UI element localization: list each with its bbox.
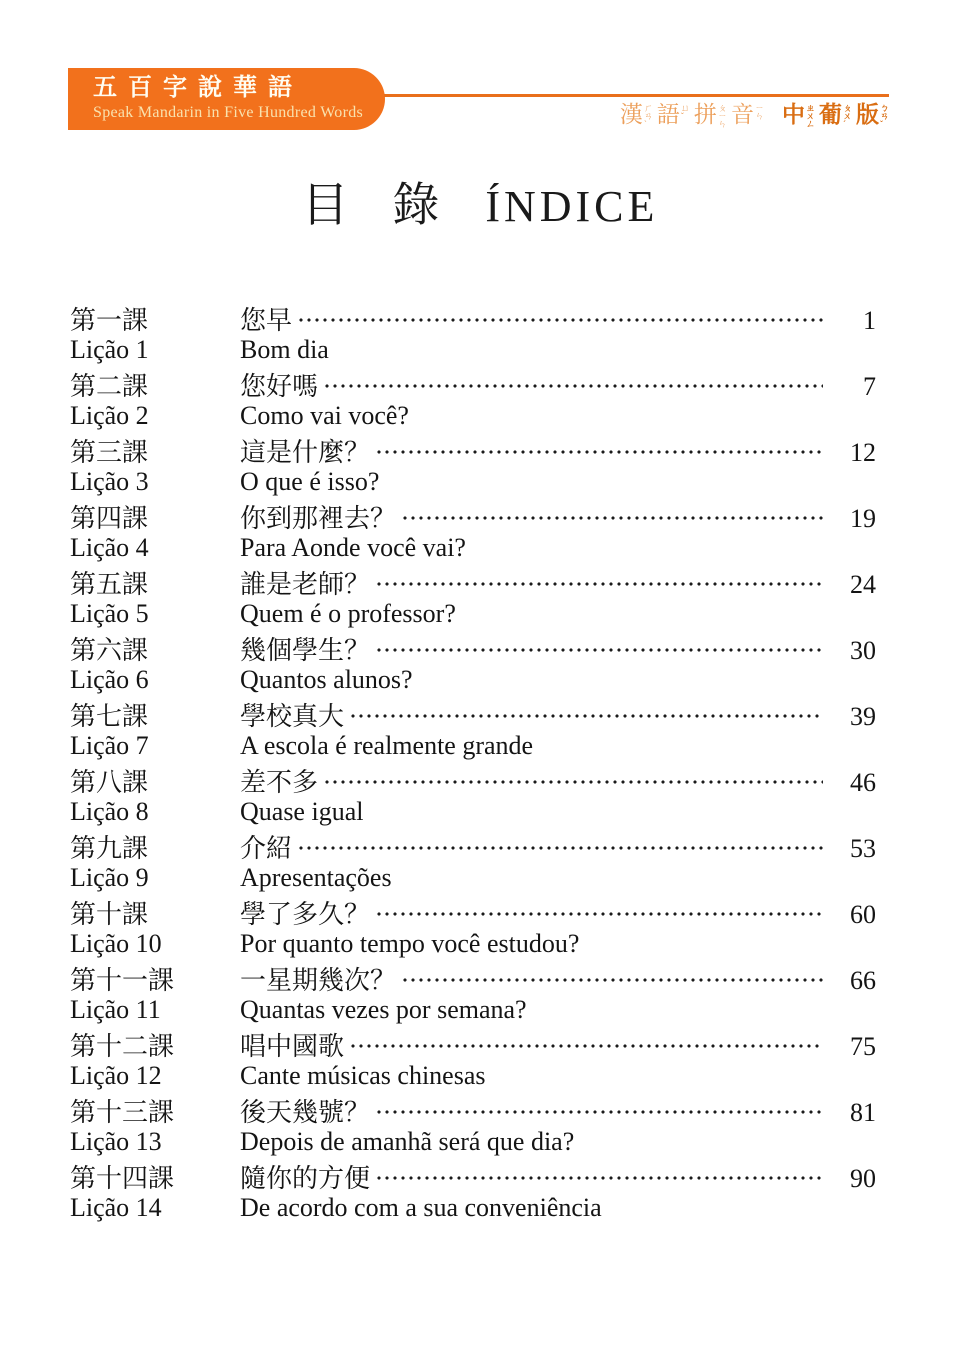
lesson-title-portuguese: Quem é o professor? xyxy=(240,599,456,628)
header-banner xyxy=(68,68,385,130)
lesson-title-chinese: 學校真大 xyxy=(240,702,345,731)
page-number: 7 xyxy=(863,372,876,401)
page-number: 90 xyxy=(850,1164,876,1193)
toc-entry xyxy=(70,306,876,364)
toc-entry xyxy=(70,900,876,958)
toc-entry-row-portuguese xyxy=(70,533,876,562)
book-title-english: Speak Mandarin in Five Hundred Words xyxy=(93,104,364,121)
page-title-chinese: 目 錄 xyxy=(301,180,456,232)
edition-character: 拼 ㄆ ㄧ ㄣ xyxy=(693,102,727,129)
toc-entry xyxy=(70,636,876,694)
dot-leader xyxy=(349,702,823,731)
toc-entry-row-chinese xyxy=(70,504,876,533)
toc-entry xyxy=(70,768,876,826)
dot-leader xyxy=(375,438,823,467)
toc-entry xyxy=(70,438,876,496)
dot-leader xyxy=(375,570,823,599)
lesson-title-portuguese: Para Aonde você vai? xyxy=(240,533,466,562)
page-number: 60 xyxy=(850,900,876,929)
toc-entry-row-chinese xyxy=(70,372,876,401)
toc-entry-row-chinese xyxy=(70,438,876,467)
toc-entry-row-portuguese xyxy=(70,731,876,760)
edition-character: 版 ㄅ ㄢ ˇ xyxy=(855,102,889,129)
lesson-number-chinese: 第十課 xyxy=(70,900,149,929)
lesson-number-portuguese: Lição 8 xyxy=(70,797,149,826)
toc-entry-row-chinese xyxy=(70,1032,876,1061)
edition-text xyxy=(620,101,889,128)
dot-leader xyxy=(375,636,823,665)
toc-entry-row-portuguese xyxy=(70,467,876,496)
page-number: 1 xyxy=(863,306,876,335)
toc-entry-row-portuguese xyxy=(70,1061,876,1090)
lesson-number-portuguese: Lição 14 xyxy=(70,1193,162,1222)
lesson-number-chinese: 第十三課 xyxy=(70,1098,175,1127)
lesson-number-portuguese: Lição 11 xyxy=(70,995,161,1024)
edition-character: 音 ㄧ ㄣ xyxy=(730,102,764,127)
lesson-title-chinese: 一星期幾次？ xyxy=(240,966,397,995)
edition-character: 語 ㄩ ˇ xyxy=(656,102,690,127)
toc-entry-row-chinese xyxy=(70,768,876,797)
toc-entry-row-chinese xyxy=(70,636,876,665)
lesson-title-chinese: 幾個學生？ xyxy=(240,636,371,665)
lesson-title-portuguese: Por quanto tempo você estudou? xyxy=(240,929,580,958)
lesson-title-chinese: 唱中國歌 xyxy=(240,1032,345,1061)
toc-entry-row-portuguese xyxy=(70,863,876,892)
toc-entry-row-chinese xyxy=(70,900,876,929)
dot-leader xyxy=(375,1098,823,1127)
lesson-number-chinese: 第十二課 xyxy=(70,1032,175,1061)
toc-entry-row-portuguese xyxy=(70,401,876,430)
book-title-chinese: 五百字說華語 xyxy=(93,75,303,101)
page-title-portuguese: ÍNDICE xyxy=(485,182,659,231)
page-number: 66 xyxy=(850,966,876,995)
page-number: 75 xyxy=(850,1032,876,1061)
lesson-number-chinese: 第四課 xyxy=(70,504,149,533)
lesson-number-portuguese: Lição 7 xyxy=(70,731,149,760)
toc-entry-row-chinese xyxy=(70,570,876,599)
toc-entry xyxy=(70,834,876,892)
lesson-title-chinese: 隨你的方便 xyxy=(240,1164,371,1193)
lesson-title-chinese: 學了多久？ xyxy=(240,900,371,929)
toc-entry-row-portuguese xyxy=(70,335,876,364)
edition-character: 中 ㄓ ㄨ ㄥ xyxy=(781,102,815,129)
dot-leader xyxy=(401,504,823,533)
lesson-number-portuguese: Lição 13 xyxy=(70,1127,162,1156)
lesson-number-chinese: 第一課 xyxy=(70,306,149,335)
lesson-title-portuguese: Quantas vezes por semana? xyxy=(240,995,527,1024)
toc-entry-row-portuguese xyxy=(70,599,876,628)
toc-entry xyxy=(70,1032,876,1090)
lesson-number-chinese: 第二課 xyxy=(70,372,149,401)
lesson-number-chinese: 第六課 xyxy=(70,636,149,665)
toc-entry-row-portuguese xyxy=(70,1193,876,1222)
dot-leader xyxy=(401,966,823,995)
edition-hanyupinyin xyxy=(620,101,764,128)
lesson-number-chinese: 第三課 xyxy=(70,438,149,467)
page-number: 39 xyxy=(850,702,876,731)
edition-zhongpuban xyxy=(782,101,889,128)
dot-leader xyxy=(297,306,823,335)
lesson-title-portuguese: Apresentações xyxy=(240,863,392,892)
lesson-number-chinese: 第五課 xyxy=(70,570,149,599)
lesson-number-chinese: 第九課 xyxy=(70,834,149,863)
lesson-title-chinese: 介紹 xyxy=(240,834,293,863)
lesson-title-chinese: 您早 xyxy=(240,306,293,335)
lesson-number-portuguese: Lição 10 xyxy=(70,929,162,958)
dot-leader xyxy=(323,768,823,797)
toc-entry-row-chinese xyxy=(70,834,876,863)
lesson-number-portuguese: Lição 6 xyxy=(70,665,149,694)
lesson-title-portuguese: Cante músicas chinesas xyxy=(240,1061,486,1090)
dot-leader xyxy=(323,372,823,401)
lesson-number-chinese: 第十一課 xyxy=(70,966,175,995)
lesson-number-portuguese: Lição 9 xyxy=(70,863,149,892)
edition-character: 葡 ㄆ ㄨ ˊ xyxy=(818,102,852,129)
toc-entry-row-portuguese xyxy=(70,797,876,826)
toc-entry-row-chinese xyxy=(70,306,876,335)
lesson-number-portuguese: Lição 1 xyxy=(70,335,149,364)
lesson-number-chinese: 第八課 xyxy=(70,768,149,797)
lesson-title-chinese: 後天幾號？ xyxy=(240,1098,371,1127)
lesson-title-chinese: 差不多 xyxy=(240,768,319,797)
lesson-title-portuguese: A escola é realmente grande xyxy=(240,731,534,760)
dot-leader xyxy=(375,900,823,929)
page-title xyxy=(0,168,960,235)
dot-leader xyxy=(375,1164,823,1193)
page-number: 46 xyxy=(850,768,876,797)
lesson-number-portuguese: Lição 3 xyxy=(70,467,149,496)
page-number: 19 xyxy=(850,504,876,533)
toc-entry xyxy=(70,1164,876,1222)
lesson-title-portuguese: Como vai você? xyxy=(240,401,409,430)
toc-entry-row-portuguese xyxy=(70,995,876,1024)
toc-list xyxy=(70,306,876,1230)
lesson-title-portuguese: De acordo com a sua conveniência xyxy=(240,1193,602,1222)
toc-entry-row-portuguese xyxy=(70,1127,876,1156)
toc-entry xyxy=(70,570,876,628)
toc-entry xyxy=(70,504,876,562)
header-rule xyxy=(384,94,889,97)
lesson-number-portuguese: Lição 5 xyxy=(70,599,149,628)
edition-character: 漢 ㄏ ㄢ ˋ xyxy=(619,102,653,129)
page-number: 53 xyxy=(850,834,876,863)
page-number: 12 xyxy=(850,438,876,467)
toc-entry-row-chinese xyxy=(70,1098,876,1127)
toc-entry-row-portuguese xyxy=(70,929,876,958)
lesson-number-portuguese: Lição 4 xyxy=(70,533,149,562)
lesson-number-chinese: 第十四課 xyxy=(70,1164,175,1193)
lesson-title-portuguese: Depois de amanhã será que dia? xyxy=(240,1127,575,1156)
toc-entry xyxy=(70,702,876,760)
page-number: 81 xyxy=(850,1098,876,1127)
toc-entry xyxy=(70,372,876,430)
lesson-title-portuguese: O que é isso? xyxy=(240,467,380,496)
lesson-number-chinese: 第七課 xyxy=(70,702,149,731)
dot-leader xyxy=(349,1032,823,1061)
page-number: 30 xyxy=(850,636,876,665)
toc-entry-row-chinese xyxy=(70,1164,876,1193)
lesson-number-portuguese: Lição 12 xyxy=(70,1061,162,1090)
lesson-title-portuguese: Bom dia xyxy=(240,335,329,364)
lesson-title-chinese: 誰是老師？ xyxy=(240,570,371,599)
lesson-title-chinese: 你到那裡去？ xyxy=(240,504,397,533)
toc-entry-row-portuguese xyxy=(70,665,876,694)
page-number: 24 xyxy=(850,570,876,599)
toc-entry-row-chinese xyxy=(70,702,876,731)
lesson-number-portuguese: Lição 2 xyxy=(70,401,149,430)
toc-entry xyxy=(70,1098,876,1156)
toc-entry xyxy=(70,966,876,1024)
lesson-title-chinese: 您好嗎 xyxy=(240,372,319,401)
dot-leader xyxy=(297,834,823,863)
toc-entry-row-chinese xyxy=(70,966,876,995)
lesson-title-portuguese: Quase igual xyxy=(240,797,364,826)
lesson-title-chinese: 這是什麼？ xyxy=(240,438,371,467)
lesson-title-portuguese: Quantos alunos? xyxy=(240,665,413,694)
